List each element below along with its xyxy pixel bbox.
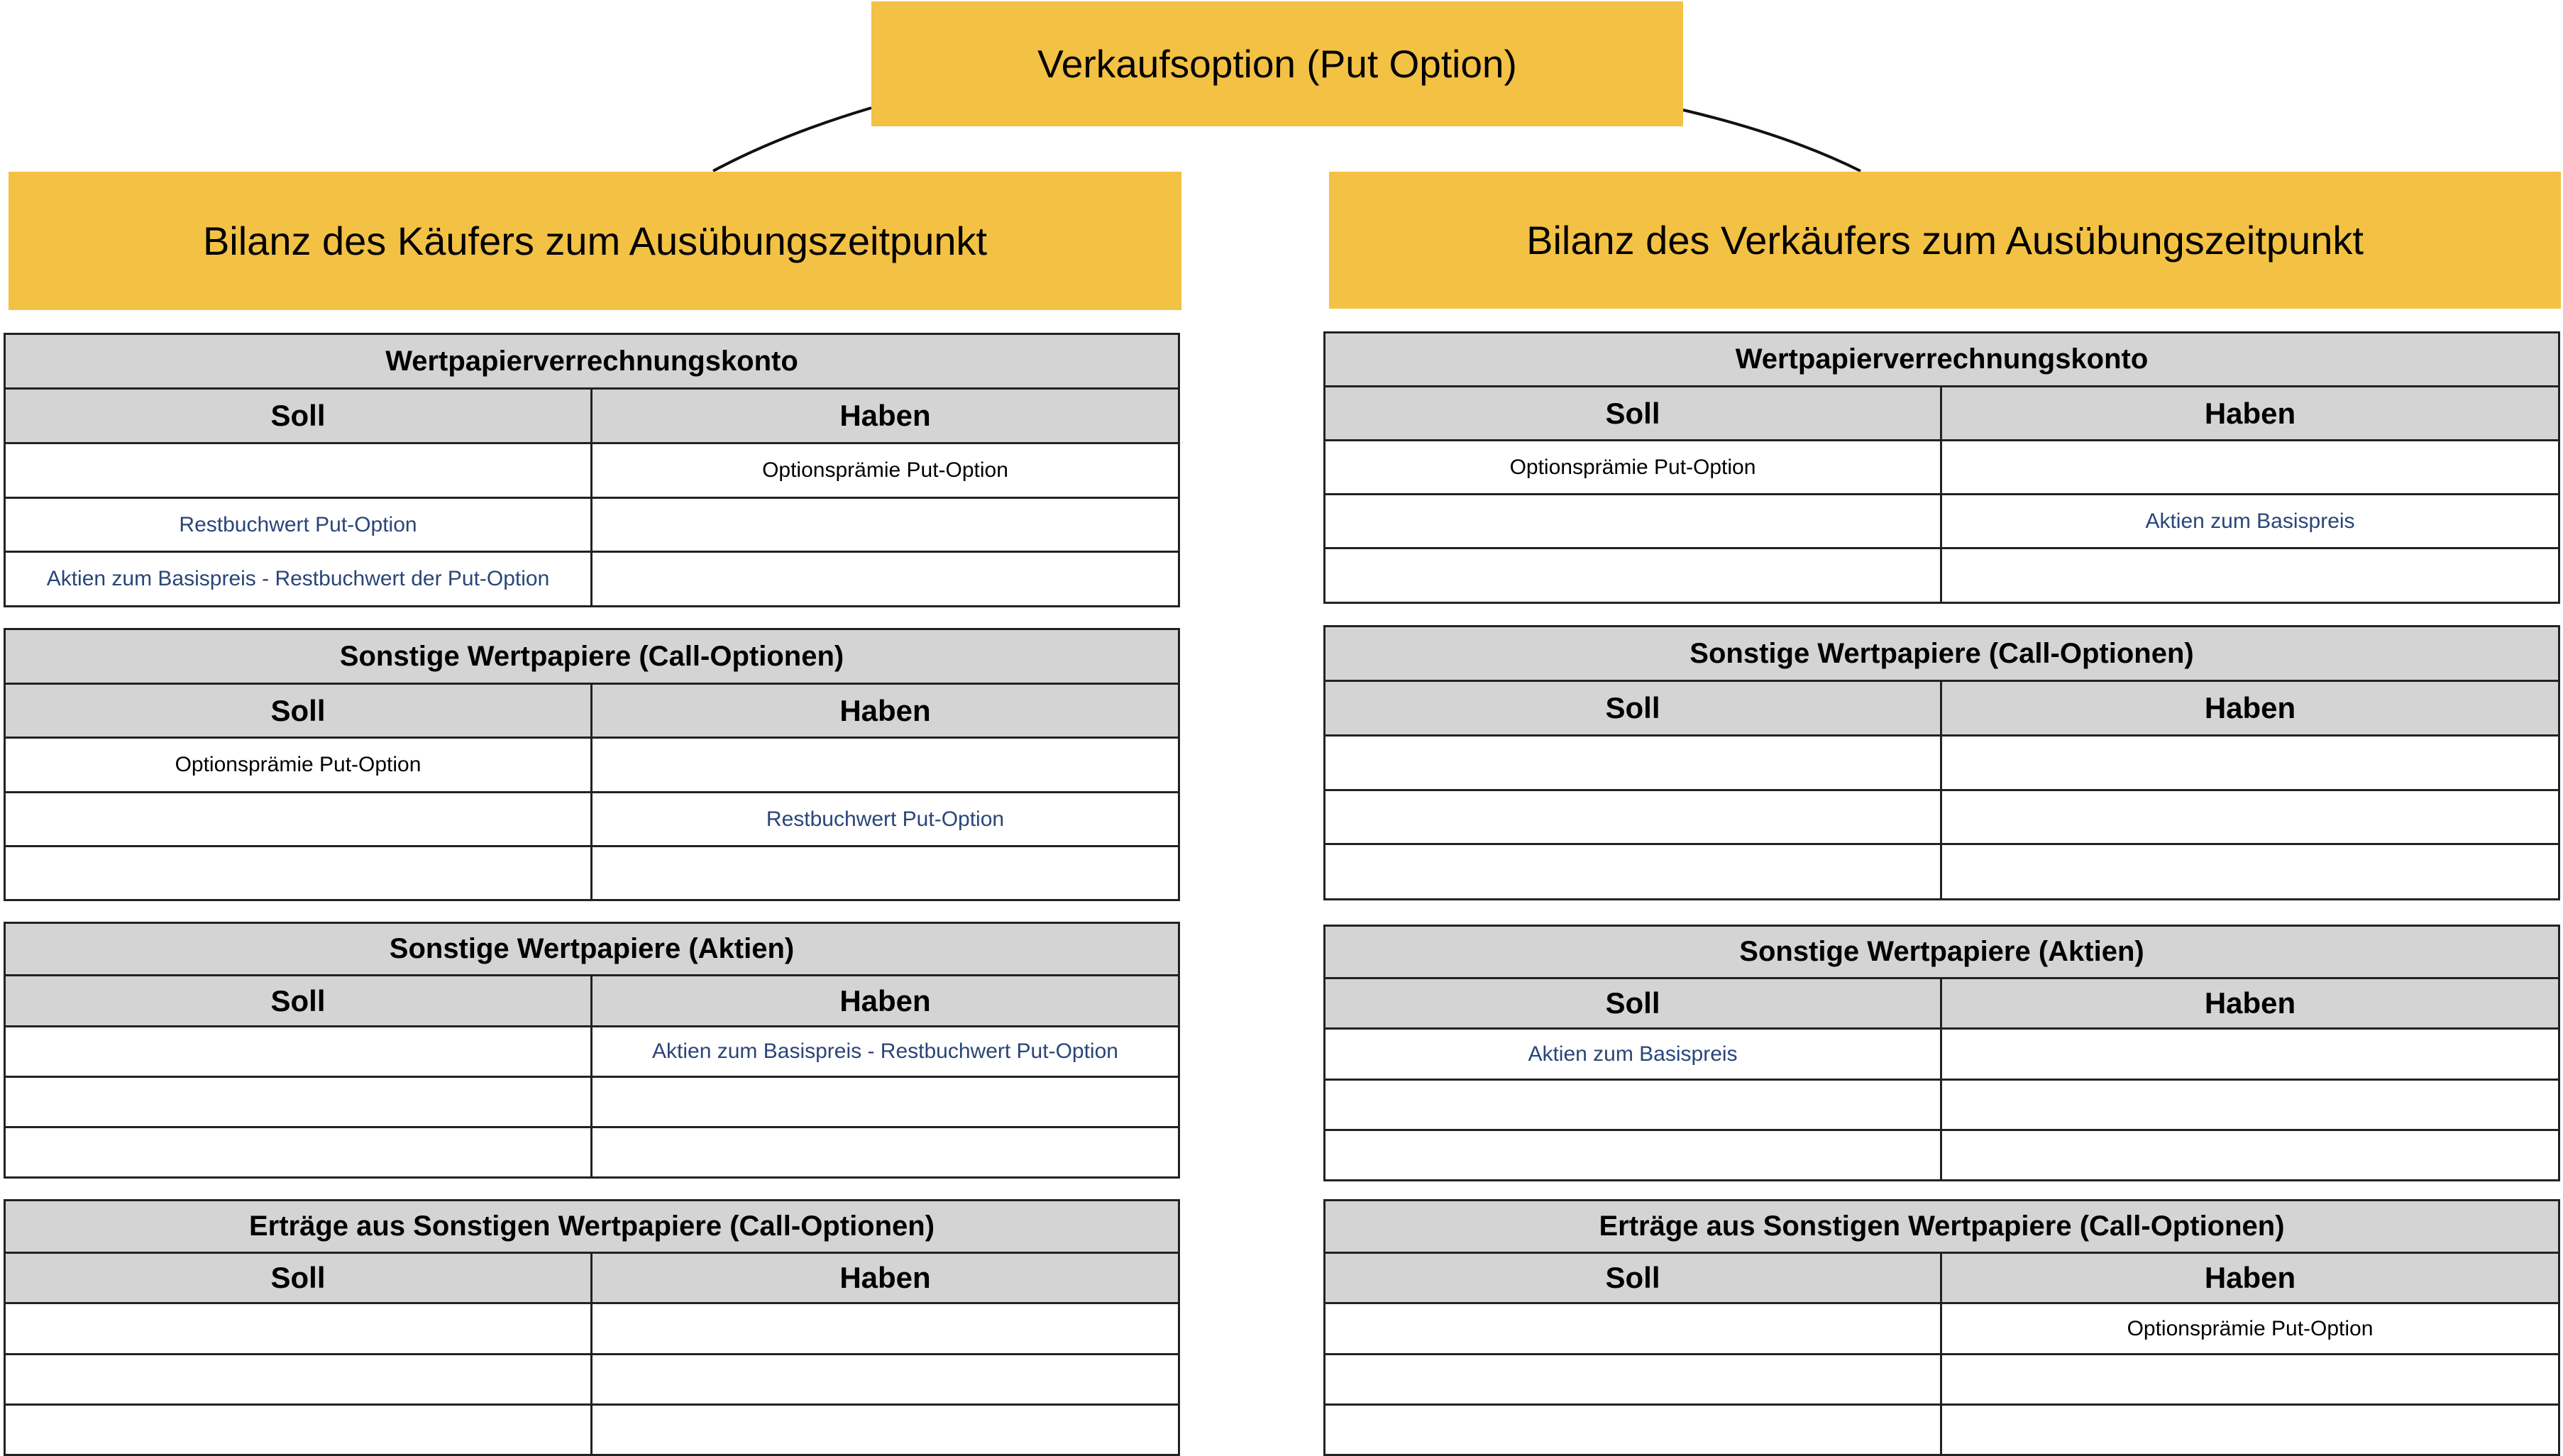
account-title: Erträge aus Sonstigen Wertpapiere (Call-Optionen) — [1325, 1201, 2559, 1253]
haben-cell: Optionsprämie Put-Option — [1941, 1303, 2559, 1355]
soll-cell: Aktien zum Basispreis — [1325, 1029, 1941, 1080]
haben-cell — [1941, 1080, 2559, 1130]
haben-cell: Optionsprämie Put-Option — [592, 443, 1179, 498]
haben-cell — [1941, 790, 2559, 844]
account-title: Sonstige Wertpapiere (Call-Optionen) — [5, 629, 1179, 684]
soll-cell — [5, 1027, 592, 1077]
soll-cell — [1325, 790, 1941, 844]
haben-cell — [592, 846, 1179, 900]
haben-header: Haben — [1941, 681, 2559, 736]
soll-header: Soll — [5, 389, 592, 443]
put-option-title: Verkaufsoption (Put Option) — [1037, 42, 1517, 86]
haben-cell — [592, 738, 1179, 793]
soll-cell — [1325, 1303, 1941, 1355]
haben-cell — [592, 498, 1179, 552]
account-title: Sonstige Wertpapiere (Aktien) — [1325, 926, 2559, 978]
haben-cell — [592, 1355, 1179, 1405]
haben-header: Haben — [592, 976, 1179, 1027]
seller-balance-title: Bilanz des Verkäufers zum Ausübungszeitpunkt — [1526, 218, 2364, 263]
soll-cell — [1325, 548, 1941, 603]
soll-cell — [1325, 1355, 1941, 1405]
soll-header: Soll — [1325, 681, 1941, 736]
buyer-balance-box — [9, 172, 1181, 310]
buyer-account-table — [4, 1199, 1180, 1456]
seller-account-table — [1323, 925, 2560, 1181]
seller-account-table — [1323, 1199, 2560, 1456]
haben-cell — [592, 552, 1179, 607]
soll-cell — [5, 1303, 592, 1355]
haben-cell — [592, 1303, 1179, 1355]
soll-cell — [5, 846, 592, 900]
buyer-account-table — [4, 333, 1180, 607]
haben-header: Haben — [1941, 1253, 2559, 1303]
account-title: Sonstige Wertpapiere (Aktien) — [5, 923, 1179, 976]
haben-cell — [1941, 548, 2559, 603]
haben-header: Haben — [592, 389, 1179, 443]
soll-cell — [5, 1127, 592, 1178]
soll-cell: Optionsprämie Put-Option — [1325, 441, 1941, 495]
haben-cell — [1941, 844, 2559, 900]
haben-cell — [1941, 1405, 2559, 1455]
soll-cell — [1325, 1130, 1941, 1181]
soll-cell — [1325, 1405, 1941, 1455]
haben-cell — [1941, 1029, 2559, 1080]
account-title: Sonstige Wertpapiere (Call-Optionen) — [1325, 627, 2559, 681]
haben-cell — [1941, 441, 2559, 495]
soll-header: Soll — [5, 976, 592, 1027]
connector-line-left — [713, 108, 871, 171]
soll-cell — [1325, 844, 1941, 900]
haben-cell — [1941, 1355, 2559, 1405]
account-title: Wertpapierverrechnungskonto — [5, 334, 1179, 389]
soll-cell: Aktien zum Basispreis - Restbuchwert der Put-Option — [5, 552, 592, 607]
soll-cell — [5, 1355, 592, 1405]
soll-header: Soll — [1325, 978, 1941, 1029]
soll-cell — [5, 1077, 592, 1127]
seller-account-table — [1323, 625, 2560, 900]
buyer-balance-title: Bilanz des Käufers zum Ausübungszeitpunkt — [202, 219, 988, 263]
put-option-title-box — [871, 1, 1683, 126]
haben-cell: Aktien zum Basispreis - Restbuchwert Put-Option — [592, 1027, 1179, 1077]
soll-header: Soll — [1325, 1253, 1941, 1303]
haben-cell — [592, 1077, 1179, 1127]
soll-cell — [5, 1405, 592, 1455]
seller-account-table — [1323, 331, 2560, 604]
haben-cell: Aktien zum Basispreis — [1941, 495, 2559, 548]
soll-cell — [1325, 1080, 1941, 1130]
haben-header: Haben — [1941, 387, 2559, 441]
soll-header: Soll — [5, 1253, 592, 1303]
soll-header: Soll — [1325, 387, 1941, 441]
haben-header: Haben — [1941, 978, 2559, 1029]
soll-cell — [1325, 736, 1941, 790]
haben-cell — [1941, 1130, 2559, 1181]
haben-header: Haben — [592, 1253, 1179, 1303]
soll-cell — [5, 793, 592, 846]
haben-cell — [1941, 736, 2559, 790]
soll-cell — [5, 443, 592, 498]
haben-cell — [592, 1405, 1179, 1455]
soll-cell: Restbuchwert Put-Option — [5, 498, 592, 552]
haben-cell: Restbuchwert Put-Option — [592, 793, 1179, 846]
seller-balance-box — [1329, 172, 2561, 309]
soll-cell — [1325, 495, 1941, 548]
account-title: Erträge aus Sonstigen Wertpapiere (Call-Optionen) — [5, 1201, 1179, 1253]
buyer-account-table — [4, 628, 1180, 901]
connector-line-right — [1683, 110, 1861, 171]
account-title: Wertpapierverrechnungskonto — [1325, 333, 2559, 387]
haben-header: Haben — [592, 684, 1179, 738]
buyer-account-table — [4, 922, 1180, 1179]
soll-header: Soll — [5, 684, 592, 738]
soll-cell: Optionsprämie Put-Option — [5, 738, 592, 793]
haben-cell — [592, 1127, 1179, 1178]
